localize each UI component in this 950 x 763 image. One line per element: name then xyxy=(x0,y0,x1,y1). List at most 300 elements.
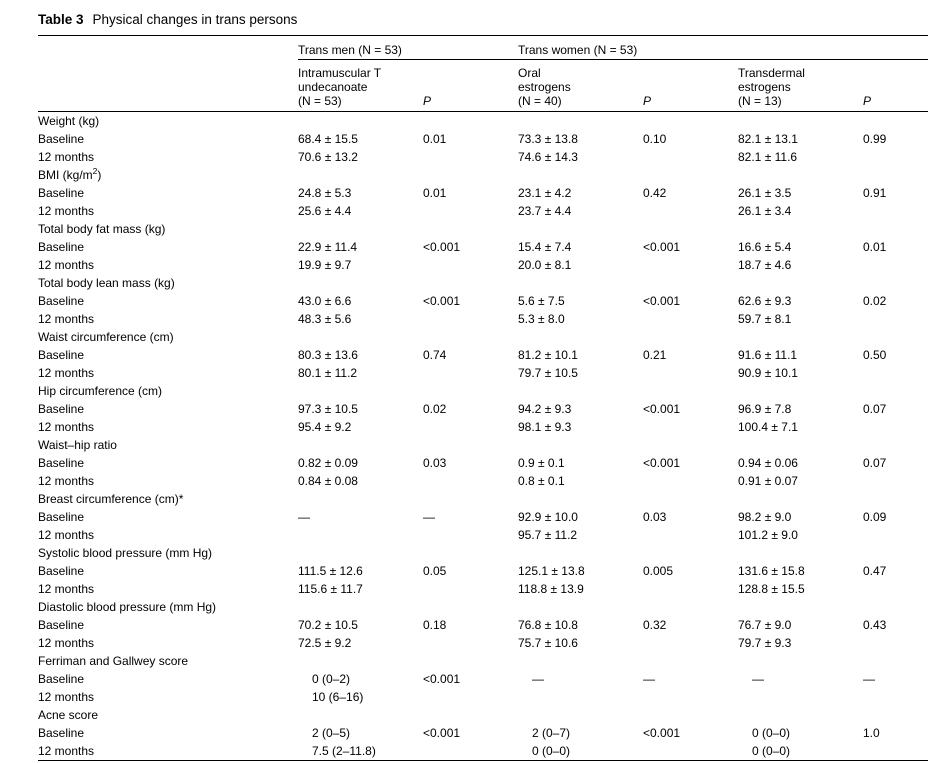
p-value-transdermal-estrogens: 0.47 xyxy=(863,564,887,578)
p-value-oral-estrogens: <0.001 xyxy=(643,726,681,740)
table-row xyxy=(38,724,928,742)
p-value-trans-men xyxy=(423,472,518,490)
p-value-transdermal-estrogens xyxy=(863,634,928,652)
column-header-transdermal-estrogens xyxy=(738,60,863,109)
empty-cell xyxy=(423,436,518,454)
p-value-transdermal-estrogens: 0.91 xyxy=(863,186,887,200)
row-label-major: Acne score xyxy=(38,708,99,722)
value-intramuscular-t: 10 (6–16) xyxy=(312,690,364,704)
p-value-oral-estrogens: <0.001 xyxy=(643,456,681,470)
col1-line3: (N = 53) xyxy=(298,94,342,108)
table-row xyxy=(38,544,928,562)
p-value-trans-men: 0.03 xyxy=(423,456,447,470)
empty-cell xyxy=(863,112,928,131)
empty-cell xyxy=(643,436,738,454)
column-header-p2 xyxy=(643,60,738,109)
p-value-trans-men: 0.05 xyxy=(423,564,447,578)
value-transdermal-estrogens: — xyxy=(752,672,764,686)
value-transdermal-estrogens: 76.7 ± 9.0 xyxy=(738,618,792,632)
table-row xyxy=(38,400,928,418)
empty-cell xyxy=(738,274,863,292)
value-intramuscular-t: 19.9 ± 9.7 xyxy=(298,258,352,272)
group-header-spacer xyxy=(38,36,298,60)
row-label-sub: Baseline xyxy=(38,456,85,470)
value-intramuscular-t: 0.82 ± 0.09 xyxy=(298,456,358,470)
p-value-transdermal-estrogens xyxy=(863,418,928,436)
column-header-intramuscular-t xyxy=(298,60,423,109)
column-header-p1 xyxy=(423,60,518,109)
p-value-oral-estrogens: — xyxy=(643,672,655,686)
col1-line2: undecanoate xyxy=(298,80,368,94)
empty-cell xyxy=(863,544,928,562)
p-value-oral-estrogens xyxy=(643,418,738,436)
empty-cell xyxy=(863,382,928,400)
row-label-sub: Baseline xyxy=(38,618,85,632)
row-label-sub: Baseline xyxy=(38,294,85,308)
empty-cell xyxy=(298,112,423,131)
col2-line1: Oral xyxy=(518,66,541,80)
value-oral-estrogens: 23.1 ± 4.2 xyxy=(518,186,572,200)
empty-cell xyxy=(423,490,518,508)
empty-cell xyxy=(518,706,643,724)
row-label-sub: 12 months xyxy=(38,420,95,434)
p-value-trans-men xyxy=(423,310,518,328)
table-row xyxy=(38,130,928,148)
empty-cell xyxy=(738,598,863,616)
p-value-trans-men xyxy=(423,742,518,760)
p-value-trans-men: <0.001 xyxy=(423,672,461,686)
empty-cell xyxy=(863,274,928,292)
col2-line3: (N = 40) xyxy=(518,94,562,108)
value-oral-estrogens: 73.3 ± 13.8 xyxy=(518,132,578,146)
row-label-sub: 12 months xyxy=(38,528,95,542)
p-value-transdermal-estrogens: 0.07 xyxy=(863,402,887,416)
empty-cell xyxy=(423,598,518,616)
empty-cell xyxy=(738,706,863,724)
empty-cell xyxy=(518,274,643,292)
p-value-oral-estrogens: 0.32 xyxy=(643,618,667,632)
value-intramuscular-t: 111.5 ± 12.6 xyxy=(298,564,363,578)
value-intramuscular-t: 80.3 ± 13.6 xyxy=(298,348,358,362)
p-value-trans-men: — xyxy=(423,510,435,524)
p-value-trans-men xyxy=(423,526,518,544)
p-value-transdermal-estrogens: 0.07 xyxy=(863,456,887,470)
empty-cell xyxy=(298,652,423,670)
p-value-transdermal-estrogens xyxy=(863,580,928,598)
table-row xyxy=(38,706,928,724)
empty-cell xyxy=(298,328,423,346)
p-value-oral-estrogens: <0.001 xyxy=(643,240,681,254)
empty-cell xyxy=(298,220,423,238)
table-row xyxy=(38,616,928,634)
value-transdermal-estrogens: 26.1 ± 3.4 xyxy=(738,204,792,218)
value-oral-estrogens: 74.6 ± 14.3 xyxy=(518,150,578,164)
p-value-oral-estrogens xyxy=(643,202,738,220)
empty-cell xyxy=(738,382,863,400)
empty-cell xyxy=(863,598,928,616)
empty-cell xyxy=(643,112,738,131)
empty-cell xyxy=(643,706,738,724)
p-value-oral-estrogens xyxy=(643,688,738,706)
value-intramuscular-t: 80.1 ± 11.2 xyxy=(298,366,358,380)
value-oral-estrogens: 2 (0–7) xyxy=(532,726,571,740)
table-row xyxy=(38,508,928,526)
p-value-trans-men xyxy=(423,364,518,382)
empty-cell xyxy=(423,274,518,292)
empty-cell xyxy=(518,490,643,508)
table-title: Physical changes in trans persons xyxy=(92,12,298,27)
value-oral-estrogens: 98.1 ± 9.3 xyxy=(518,420,572,434)
p-value-trans-men xyxy=(423,688,518,706)
empty-cell xyxy=(518,328,643,346)
empty-cell xyxy=(298,706,423,724)
value-transdermal-estrogens: 0.91 ± 0.07 xyxy=(738,474,798,488)
row-label-major: BMI $(kg/m^2)$ xyxy=(38,166,102,182)
value-transdermal-estrogens: 82.1 ± 13.1 xyxy=(738,132,798,146)
p-value-trans-men xyxy=(423,418,518,436)
p-value-transdermal-estrogens xyxy=(863,742,928,760)
value-oral-estrogens: 79.7 ± 10.5 xyxy=(518,366,578,380)
empty-cell xyxy=(643,598,738,616)
p-value-transdermal-estrogens: 0.09 xyxy=(863,510,887,524)
value-intramuscular-t: 0.84 ± 0.08 xyxy=(298,474,358,488)
p-value-transdermal-estrogens xyxy=(863,364,928,382)
value-transdermal-estrogens: 16.6 ± 5.4 xyxy=(738,240,792,254)
table-row xyxy=(38,274,928,292)
empty-cell xyxy=(643,382,738,400)
value-transdermal-estrogens: 100.4 ± 7.1 xyxy=(738,420,798,434)
value-intramuscular-t: 115.6 ± 11.7 xyxy=(298,582,363,596)
row-label-major: Total body lean mass (kg) xyxy=(38,276,175,290)
row-label-sub: 12 months xyxy=(38,744,95,758)
empty-cell xyxy=(423,220,518,238)
table-row xyxy=(38,562,928,580)
row-label-sub: 12 months xyxy=(38,582,95,596)
empty-cell xyxy=(298,436,423,454)
row-label-major: Ferriman and Gallwey score xyxy=(38,654,189,668)
row-label-major: Hip circumference (cm) xyxy=(38,384,163,398)
p-value-oral-estrogens xyxy=(643,364,738,382)
empty-cell xyxy=(863,328,928,346)
empty-cell xyxy=(518,436,643,454)
p-value-transdermal-estrogens: 0.99 xyxy=(863,132,887,146)
empty-cell xyxy=(518,382,643,400)
value-oral-estrogens: 23.7 ± 4.4 xyxy=(518,204,572,218)
col3-line1: Transdermal xyxy=(738,66,805,80)
row-label-sub: Baseline xyxy=(38,510,85,524)
table-row xyxy=(38,688,928,706)
table-row xyxy=(38,256,928,274)
value-oral-estrogens: 76.8 ± 10.8 xyxy=(518,618,578,632)
empty-cell xyxy=(643,652,738,670)
table-row xyxy=(38,202,928,220)
row-label-sub: Baseline xyxy=(38,672,85,686)
p-value-oral-estrogens xyxy=(643,634,738,652)
table-bottom-rule xyxy=(38,760,928,761)
empty-cell xyxy=(423,544,518,562)
value-transdermal-estrogens: 96.9 ± 7.8 xyxy=(738,402,792,416)
p-value-trans-men xyxy=(423,634,518,652)
p-value-transdermal-estrogens xyxy=(863,310,928,328)
empty-cell xyxy=(643,544,738,562)
p-value-oral-estrogens: <0.001 xyxy=(643,402,681,416)
p-value-trans-men xyxy=(423,148,518,166)
value-oral-estrogens: 0.9 ± 0.1 xyxy=(518,456,565,470)
table-row xyxy=(38,346,928,364)
group-header-trans-women: Trans women (N = 53) xyxy=(518,36,928,60)
value-transdermal-estrogens: 18.7 ± 4.6 xyxy=(738,258,792,272)
empty-cell xyxy=(738,220,863,238)
value-intramuscular-t: — xyxy=(298,510,310,524)
col3-line3: (N = 13) xyxy=(738,94,782,108)
table-row xyxy=(38,436,928,454)
value-transdermal-estrogens: 128.8 ± 15.5 xyxy=(738,582,805,596)
p-value-oral-estrogens: <0.001 xyxy=(643,294,681,308)
row-label-major: Diastolic blood pressure (mm Hg) xyxy=(38,600,217,614)
col2-line2: estrogens xyxy=(518,80,571,94)
row-label-major: Systolic blood pressure (mm Hg) xyxy=(38,546,213,560)
table-row xyxy=(38,490,928,508)
value-oral-estrogens: — xyxy=(532,672,544,686)
row-label-sub: 12 months xyxy=(38,312,95,326)
row-label-sub: Baseline xyxy=(38,402,85,416)
table-row xyxy=(38,166,928,184)
table-row xyxy=(38,418,928,436)
p-value-trans-men: 0.18 xyxy=(423,618,447,632)
empty-cell xyxy=(423,382,518,400)
value-transdermal-estrogens xyxy=(738,688,863,706)
p-value-transdermal-estrogens xyxy=(863,526,928,544)
table-row xyxy=(38,364,928,382)
value-transdermal-estrogens: 101.2 ± 9.0 xyxy=(738,528,798,542)
row-label-sub: 12 months xyxy=(38,636,95,650)
p-value-oral-estrogens xyxy=(643,310,738,328)
value-transdermal-estrogens: 0 (0–0) xyxy=(752,726,791,740)
empty-cell xyxy=(738,436,863,454)
p-value-trans-men: 0.74 xyxy=(423,348,447,362)
p1-label: P xyxy=(423,94,432,108)
value-oral-estrogens: 5.3 ± 8.0 xyxy=(518,312,565,326)
p-value-oral-estrogens xyxy=(643,580,738,598)
col1-line1: Intramuscular T xyxy=(298,66,382,80)
table-row xyxy=(38,580,928,598)
value-transdermal-estrogens: 79.7 ± 9.3 xyxy=(738,636,792,650)
p-value-oral-estrogens xyxy=(643,742,738,760)
value-transdermal-estrogens: 26.1 ± 3.5 xyxy=(738,186,792,200)
empty-cell xyxy=(863,652,928,670)
empty-cell xyxy=(298,382,423,400)
empty-cell xyxy=(423,652,518,670)
table-row xyxy=(38,526,928,544)
value-intramuscular-t xyxy=(298,526,423,544)
empty-cell xyxy=(643,220,738,238)
empty-cell xyxy=(518,652,643,670)
table-row xyxy=(38,292,928,310)
p-value-trans-men: 0.02 xyxy=(423,402,447,416)
p-value-transdermal-estrogens xyxy=(863,472,928,490)
table-row xyxy=(38,670,928,688)
row-label-sub: 12 months xyxy=(38,474,95,488)
row-label-sub: 12 months xyxy=(38,150,95,164)
table-row xyxy=(38,472,928,490)
p-value-transdermal-estrogens xyxy=(863,256,928,274)
p-value-trans-men xyxy=(423,202,518,220)
value-intramuscular-t: 97.3 ± 10.5 xyxy=(298,402,358,416)
row-label-sub: Baseline xyxy=(38,348,85,362)
value-intramuscular-t: 48.3 ± 5.6 xyxy=(298,312,352,326)
p-value-transdermal-estrogens: 0.02 xyxy=(863,294,887,308)
p-value-oral-estrogens: 0.005 xyxy=(643,564,674,578)
p-value-trans-men: 0.01 xyxy=(423,132,447,146)
empty-cell xyxy=(643,328,738,346)
column-header-spacer xyxy=(38,60,298,109)
row-label-sub: Baseline xyxy=(38,564,85,578)
value-intramuscular-t: 24.8 ± 5.3 xyxy=(298,186,352,200)
value-oral-estrogens: 118.8 ± 13.9 xyxy=(518,582,584,596)
p-value-oral-estrogens xyxy=(643,526,738,544)
value-intramuscular-t: 95.4 ± 9.2 xyxy=(298,420,352,434)
value-intramuscular-t: 72.5 ± 9.2 xyxy=(298,636,352,650)
table-row xyxy=(38,112,928,131)
p3-label: P xyxy=(863,94,872,108)
empty-cell xyxy=(643,166,738,184)
empty-cell xyxy=(423,112,518,131)
row-label-major: Waist–hip ratio xyxy=(38,438,117,452)
empty-cell xyxy=(863,706,928,724)
empty-cell xyxy=(518,166,643,184)
empty-cell xyxy=(738,652,863,670)
empty-cell xyxy=(298,274,423,292)
p-value-transdermal-estrogens: 1.0 xyxy=(863,726,880,740)
row-label-sub: 12 months xyxy=(38,366,95,380)
p-value-transdermal-estrogens: — xyxy=(863,672,875,686)
p-value-trans-men: <0.001 xyxy=(423,294,461,308)
table-row xyxy=(38,652,928,670)
p-value-trans-men xyxy=(423,256,518,274)
table-row xyxy=(38,382,928,400)
value-transdermal-estrogens: 90.9 ± 10.1 xyxy=(738,366,798,380)
value-intramuscular-t: 70.2 ± 10.5 xyxy=(298,618,358,632)
physical-changes-table xyxy=(38,35,928,761)
col3-line2: estrogens xyxy=(738,80,791,94)
group-header-trans-men: Trans men (N = 53) xyxy=(298,36,518,60)
value-oral-estrogens: 94.2 ± 9.3 xyxy=(518,402,572,416)
empty-cell xyxy=(423,166,518,184)
p-value-oral-estrogens: 0.03 xyxy=(643,510,667,524)
value-transdermal-estrogens: 62.6 ± 9.3 xyxy=(738,294,792,308)
p-value-transdermal-estrogens: 0.43 xyxy=(863,618,887,632)
table-row xyxy=(38,634,928,652)
group-header-row xyxy=(38,36,928,60)
value-oral-estrogens: 15.4 ± 7.4 xyxy=(518,240,572,254)
row-label-major: Weight (kg) xyxy=(38,114,100,128)
row-label-major: Total body fat mass (kg) xyxy=(38,222,166,236)
value-oral-estrogens: 95.7 ± 11.2 xyxy=(518,528,578,542)
empty-cell xyxy=(863,490,928,508)
empty-cell xyxy=(518,598,643,616)
row-label-sub: Baseline xyxy=(38,132,85,146)
empty-cell xyxy=(518,112,643,131)
value-transdermal-estrogens: 82.1 ± 11.6 xyxy=(738,150,798,164)
value-oral-estrogens: 20.0 ± 8.1 xyxy=(518,258,572,272)
table-caption xyxy=(38,12,930,27)
value-transdermal-estrogens: 0.94 ± 0.06 xyxy=(738,456,798,470)
empty-cell xyxy=(298,598,423,616)
p-value-transdermal-estrogens: 0.01 xyxy=(863,240,887,254)
row-label-major: Waist circumference (cm) xyxy=(38,330,174,344)
value-intramuscular-t: 7.5 (2–11.8) xyxy=(312,744,376,758)
value-intramuscular-t: 70.6 ± 13.2 xyxy=(298,150,358,164)
empty-cell xyxy=(643,490,738,508)
empty-cell xyxy=(643,274,738,292)
table-row xyxy=(38,328,928,346)
value-transdermal-estrogens: 59.7 ± 8.1 xyxy=(738,312,792,326)
value-transdermal-estrogens: 0 (0–0) xyxy=(752,744,791,758)
row-label-sub: Baseline xyxy=(38,726,85,740)
table-row xyxy=(38,454,928,472)
table-label: Table 3 xyxy=(38,12,84,27)
p-value-oral-estrogens xyxy=(643,472,738,490)
p-value-transdermal-estrogens: 0.50 xyxy=(863,348,887,362)
value-oral-estrogens: 0 (0–0) xyxy=(532,744,571,758)
p2-label: P xyxy=(643,94,652,108)
value-transdermal-estrogens: 98.2 ± 9.0 xyxy=(738,510,792,524)
row-label-sub: Baseline xyxy=(38,240,85,254)
empty-cell xyxy=(423,328,518,346)
p-value-trans-men: <0.001 xyxy=(423,726,461,740)
p-value-oral-estrogens: 0.10 xyxy=(643,132,667,146)
p-value-oral-estrogens: 0.42 xyxy=(643,186,667,200)
table-row xyxy=(38,238,928,256)
table-row xyxy=(38,184,928,202)
column-header-oral-estrogens xyxy=(518,60,643,109)
empty-cell xyxy=(863,166,928,184)
table-row xyxy=(38,220,928,238)
row-label-major: Breast circumference (cm)* xyxy=(38,492,184,506)
p-value-transdermal-estrogens xyxy=(863,688,928,706)
table-body xyxy=(38,112,928,761)
empty-cell xyxy=(738,490,863,508)
empty-cell xyxy=(738,544,863,562)
column-header-row xyxy=(38,60,928,109)
value-oral-estrogens: 75.7 ± 10.6 xyxy=(518,636,578,650)
empty-cell xyxy=(298,544,423,562)
row-label-sub: 12 months xyxy=(38,258,95,272)
table-row xyxy=(38,598,928,616)
p-value-oral-estrogens xyxy=(643,148,738,166)
column-header-p3 xyxy=(863,60,928,109)
value-transdermal-estrogens: 91.6 ± 11.1 xyxy=(738,348,798,362)
empty-cell xyxy=(298,490,423,508)
value-oral-estrogens: 0.8 ± 0.1 xyxy=(518,474,565,488)
row-label-sub: 12 months xyxy=(38,204,95,218)
table-row xyxy=(38,742,928,760)
p-value-transdermal-estrogens xyxy=(863,202,928,220)
value-oral-estrogens xyxy=(518,688,643,706)
value-transdermal-estrogens: 131.6 ± 15.8 xyxy=(738,564,805,578)
table-row xyxy=(38,148,928,166)
p-value-trans-men xyxy=(423,580,518,598)
value-intramuscular-t: 2 (0–5) xyxy=(312,726,351,740)
value-oral-estrogens: 5.6 ± 7.5 xyxy=(518,294,565,308)
p-value-transdermal-estrogens xyxy=(863,148,928,166)
table-row xyxy=(38,310,928,328)
value-oral-estrogens: 81.2 ± 10.1 xyxy=(518,348,578,362)
value-intramuscular-t: 0 (0–2) xyxy=(312,672,351,686)
empty-cell xyxy=(518,544,643,562)
value-intramuscular-t: 22.9 ± 11.4 xyxy=(298,240,358,254)
value-intramuscular-t: 43.0 ± 6.6 xyxy=(298,294,352,308)
